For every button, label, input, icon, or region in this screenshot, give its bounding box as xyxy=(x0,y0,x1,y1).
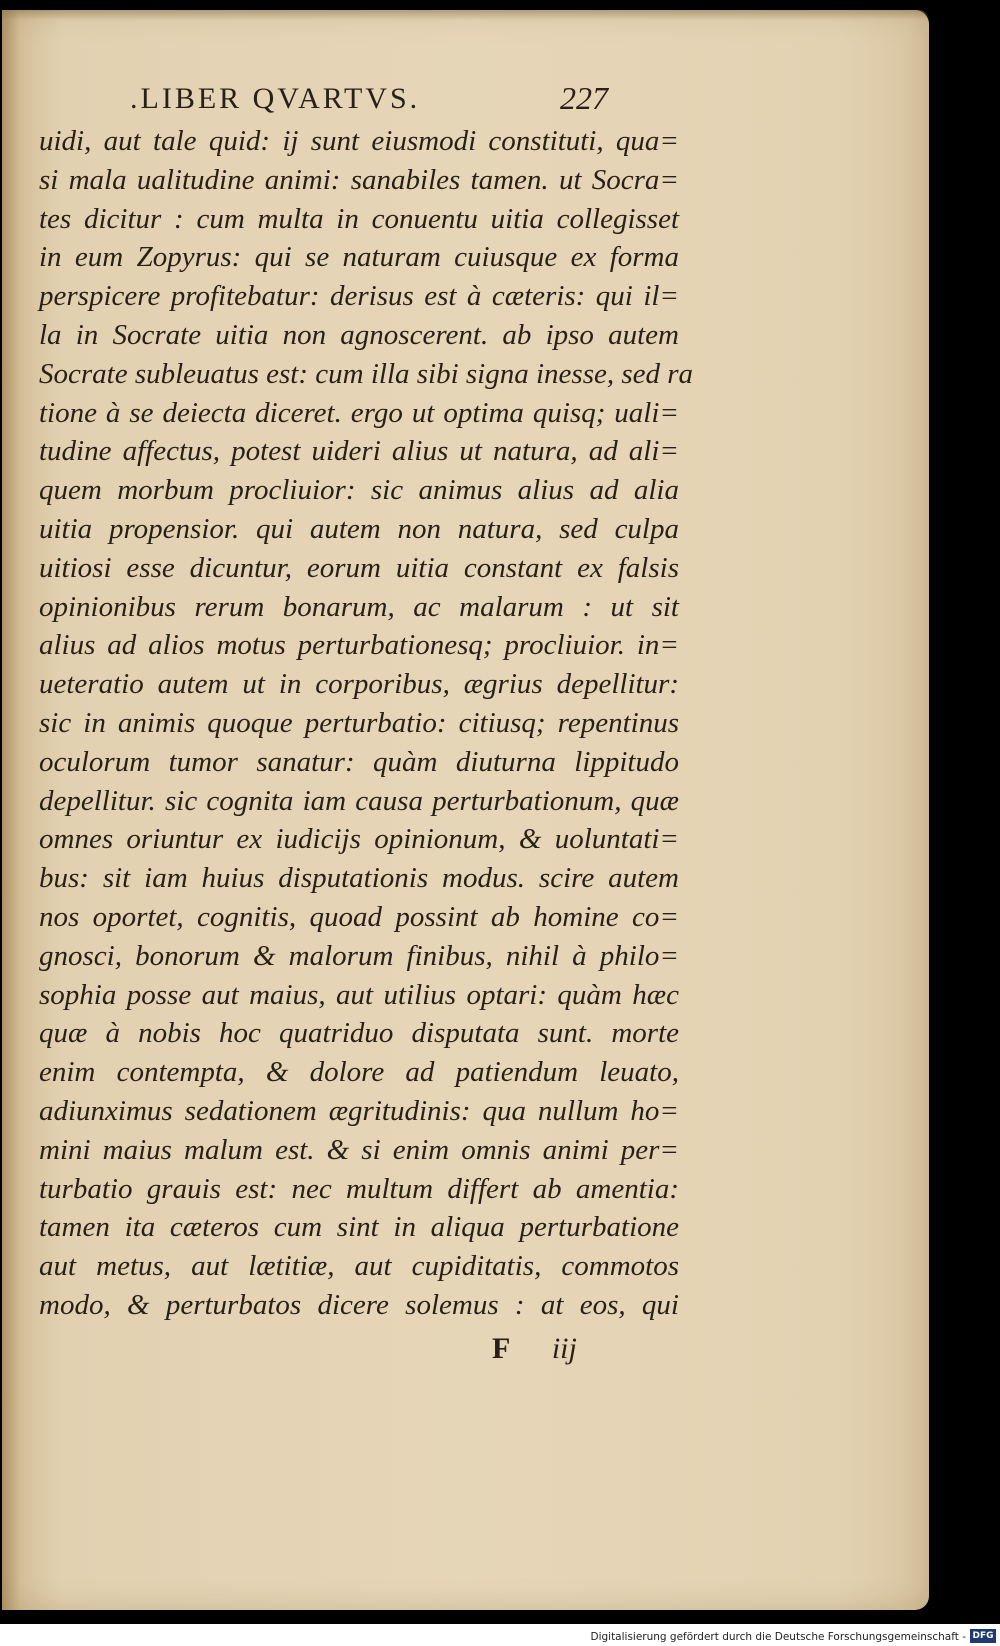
text-line: ueteratio autem ut in corporibus, ægrius depellitur: xyxy=(39,668,679,701)
text-line: alius ad alios motus perturbationesq; procliuior. in= xyxy=(39,629,679,662)
text-line: nos oportet, cognitis, quoad possint ab homine co= xyxy=(39,900,679,933)
text-line: uitia propensior. qui autem non natura, sed culpa xyxy=(39,512,679,545)
text-line: tudine affectus, potest uideri alius ut natura, ad ali= xyxy=(39,435,679,468)
signature-mark xyxy=(492,1332,577,1366)
text-line: perspicere profitebatur: derisus est à cæteris: qui il= xyxy=(39,280,679,313)
text-line: tione à se deiecta diceret. ergo ut optima quisq; uali= xyxy=(39,396,679,429)
text-line: modo, & perturbatos dicere solemus : at eos, qui xyxy=(39,1288,679,1321)
running-head: .LIBER QVARTVS. xyxy=(130,82,421,115)
text-line: opinionibus rerum bonarum, ac malarum : ut sit xyxy=(39,590,679,623)
page-number: 227 xyxy=(560,80,608,116)
text-line: uidi, aut tale quid: ij sunt eiusmodi constituti, qua= xyxy=(39,125,679,157)
text-line: aut metus, aut lætitiæ, aut cupiditatis, commotos xyxy=(39,1250,679,1283)
text-line: mini maius malum est. & si enim omnis animi per= xyxy=(39,1133,679,1166)
text-line: gnosci, bonorum & malorum finibus, nihil à philo= xyxy=(39,939,679,972)
text-line: tes dicitur : cum multa in conuentu uitia collegisset xyxy=(39,202,679,235)
text-line: omnes oriuntur ex iudicijs opinionum, & uoluntati= xyxy=(39,823,679,856)
digitization-footer xyxy=(0,1624,1000,1646)
signature-number: iij xyxy=(551,1332,577,1365)
text-line: enim contempta, & dolore ad patiendum leuato, xyxy=(39,1056,679,1089)
body-text xyxy=(39,122,694,1325)
text-line: adiunximus sedationem ægritudinis: qua nullum ho= xyxy=(39,1094,679,1127)
text-line: sophia posse aut maius, aut utilius optari: quàm hæc xyxy=(39,978,679,1011)
page-edge-shadow xyxy=(2,10,929,20)
signature-letter: F xyxy=(492,1332,511,1365)
text-line: uitiosi esse dicuntur, eorum uitia constant ex falsis xyxy=(39,551,679,584)
text-line: quæ à nobis hoc quatriduo disputata sunt. morte xyxy=(39,1017,679,1050)
book-page xyxy=(2,10,929,1610)
text-line: tamen ita cæteros cum sint in aliqua perturbatione xyxy=(39,1211,679,1244)
funding-credit: Digitalisierung gefördert durch die Deutsche Forschungsgemeinschaft - xyxy=(590,1631,966,1643)
dfg-logo: DFG xyxy=(970,1629,996,1643)
text-line: si mala ualitudine animi: sanabiles tamen. ut Socra= xyxy=(39,163,679,196)
text-line: quem morbum procliuior: sic animus alius ad alia xyxy=(39,474,679,507)
text-line: Socrate subleuatus est: cum illa sibi signa inesse, sed ra xyxy=(39,357,694,390)
text-line: sic in animis quoque perturbatio: citiusq; repentinus xyxy=(39,706,679,739)
text-line: oculorum tumor sanatur: quàm diuturna lippitudo xyxy=(39,745,679,778)
text-line: in eum Zopyrus: qui se naturam cuiusque ex forma xyxy=(39,241,679,274)
page-header xyxy=(2,82,929,122)
text-line: turbatio grauis est: nec multum differt ab amentia: xyxy=(39,1172,679,1205)
text-line: depellitur. sic cognita iam causa perturbationum, quæ xyxy=(39,784,679,817)
text-line: la in Socrate uitia non agnoscerent. ab ipso autem xyxy=(39,318,679,351)
text-line: bus: sit iam huius disputationis modus. scire autem xyxy=(39,862,679,895)
